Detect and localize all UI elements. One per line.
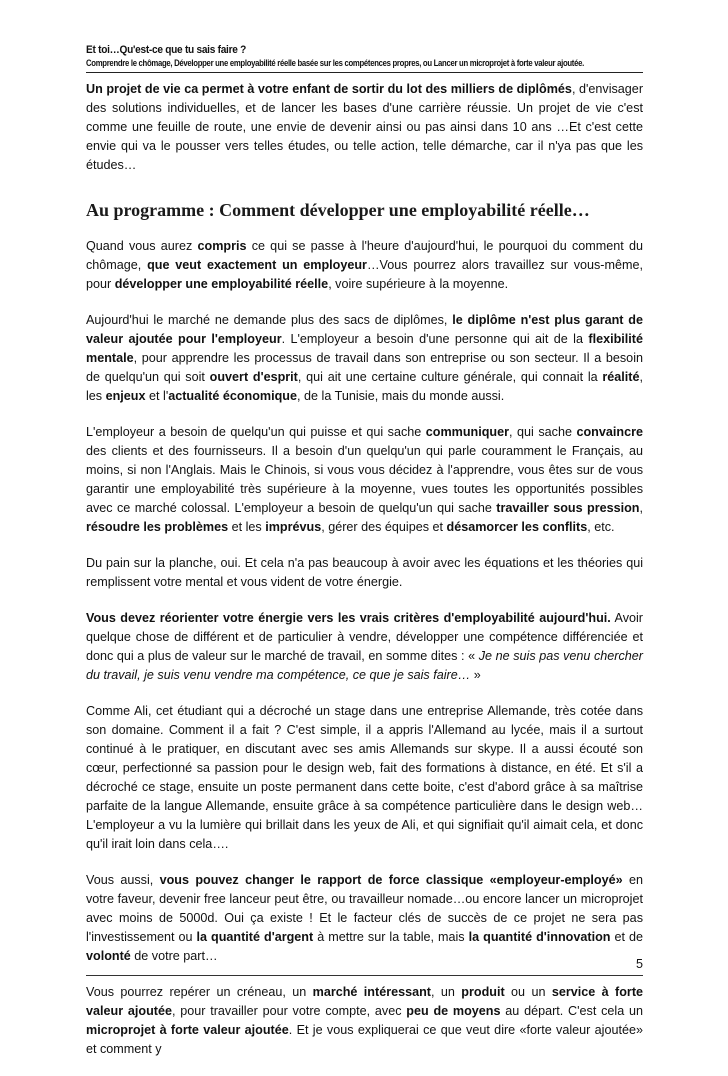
p2-text-m: , de la Tunisie, mais du monde aussi. <box>297 389 505 403</box>
p2-text-g: , qui ait une certaine culture générale, qui connait la <box>297 370 603 384</box>
p3-text-e: des clients et des fournisseurs. Il a besoin d'un quelqu'un qui parle couramment le Français, au moins, si non l'Anglais. Mais le Chinois, si vous vous décidez à l'apprendre, vous êtes sur de vous garantir une employabilité très supérieure à la moyenne, vues toutes les opportunités possibles avec ce marché colossal. L'employeur a besoin de quelqu'un qui sache <box>86 444 643 515</box>
p3-text-k: , gérer des équipes et <box>321 520 447 534</box>
p8-bold-produit: produit <box>461 985 505 999</box>
p8-text-k: . Et je vous expliquerai ce que veut dire «forte valeur ajoutée» et comment y <box>86 1023 643 1056</box>
p3-bold-pression: travailler sous pression <box>496 501 640 515</box>
p3-bold-conflits: désamorcer les conflits <box>446 520 588 534</box>
p7-text-i: de votre part… <box>130 949 218 963</box>
p2-bold-enjeux: enjeux <box>105 389 146 403</box>
p8-bold-service: service à forte valeur ajoutée <box>86 985 644 1018</box>
paragraph-6: Comme Ali, cet étudiant qui a décroché un stage dans une entreprise Allemande, très cotée dans son domaine. Comment il a fait ? C'est simple, il a appris l'Allemand au lycée, mais il a surtout continué à le pratiquer, en discutant avec ses amis Allemands sur skype. Il a aussi écouté son cœur, perfectionné sa passion pour le design web, fait des formations à distance, en été. Et s'il a décroché ce stage, ensuite un poste permanent dans cette boite, c'est d'abord grâce à sa maîtrise parfaite de la langue Allemande, ensuite grâce à sa compétence particulière dans le design web…L'employeur a vu la lumière qui brillait dans les yeux de Ali, et qui signifiait qu'il aimait cela, et donc qu'il irait loin dans cela…. <box>86 704 643 851</box>
header-subtitle: Comprendre le chômage, Développer une employabilité réelle basée sur les compétences propres, ou Lancer un microprojet à forte valeur ajoutée. <box>86 58 584 68</box>
p1-bold-compris: compris <box>197 239 247 253</box>
p1-text-c: ce qui se passe à l'heure d'aujourd'hui, le pourquoi du comment du chômage, <box>86 239 643 272</box>
p7-text-e: à mettre sur la table, mais <box>313 930 469 944</box>
p8-text-i: au départ. C'est cela un <box>500 1004 644 1018</box>
p3-text-i: et les <box>228 520 266 534</box>
paragraph-1 <box>86 237 643 294</box>
paragraph-2 <box>86 311 643 406</box>
paragraph-5 <box>86 609 643 685</box>
p2-text-c: . L'employeur a besoin d'une personne qui ait de la <box>281 332 589 346</box>
footer-divider <box>86 975 643 976</box>
section-heading: Au programme : Comment développer une employabilité réelle… <box>86 200 590 220</box>
p8-text-g: , pour travailler pour votre compte, avec <box>171 1004 407 1018</box>
p2-bold-diplome: le diplôme n'est plus garant de valeur ajoutée pour l'employeur <box>86 313 643 346</box>
paragraph-8 <box>86 983 643 1059</box>
p5-bold-lead: Vous devez réorienter votre énergie vers les vrais critères d'employabilité aujourd'hui. <box>86 611 611 625</box>
paragraph-7 <box>86 871 643 966</box>
p1-text-g: , voire supérieure à la moyenne. <box>328 277 509 291</box>
p8-text-a: Vous pourrez repérer un créneau, un <box>86 985 313 999</box>
p5-italic-quote: Je ne suis pas venu chercher du travail, je suis venu vendre ma compétence, ce que je sais faire… <box>86 649 643 682</box>
p5-text-d: » <box>470 668 481 682</box>
intro-rest: , d'envisager des solutions individuelles, et de lancer les bases d'une carrière réussie. Un projet de vie c'est comme une feuille de route, une envie de devenir ainsi ou pas ainsi dans 10 ans …Et c'est cette envie qui va le pousser vers telles études, ou telle action, telle démarche, car il n'ya pas que les études… <box>86 82 644 172</box>
p2-bold-realite: réalité <box>602 370 640 384</box>
p2-text-a: Aujourd'hui le marché ne demande plus des sacs de diplômes, <box>86 313 453 327</box>
p8-bold-marche: marché intéressant <box>312 985 432 999</box>
p7-bold-rapport: vous pouvez changer le rapport de force classique «employeur-employé» <box>159 873 623 887</box>
p1-text-e: …Vous pourrez alors travaillez sur vous-même, pour <box>86 258 643 291</box>
p7-text-c: en votre faveur, devenir free lanceur peut être, ou travailleur nomade…ou encore lancer un microprojet avec moins de 5000d. Oui ça existe ! Et le facteur clés de succès de ce projet ne sera pas l'investissement ou <box>86 873 643 944</box>
header-divider <box>86 72 643 73</box>
p5-text-b: Avoir quelque chose de différent et de particulier à vendre, développer une compétence différenciée et donc qui a plus de valeur sur le marché de travail, en somme dites : « <box>86 611 643 663</box>
intro-paragraph <box>86 80 643 175</box>
body-text <box>86 80 643 1076</box>
p3-bold-convaincre: convaincre <box>576 425 643 439</box>
p2-text-k: et l' <box>145 389 169 403</box>
p3-bold-communiquer: communiquer <box>425 425 510 439</box>
p7-text-a: Vous aussi, <box>86 873 160 887</box>
p3-text-g: , <box>639 501 643 515</box>
p3-text-c: , qui sache <box>509 425 577 439</box>
p1-bold-employeur: que veut exactement un employeur <box>147 258 367 272</box>
p3-text-m: , etc. <box>587 520 615 534</box>
p2-bold-actualite: actualité économique <box>168 389 298 403</box>
p2-text-e: , pour apprendre les processus de travail dans son entreprise ou son secteur. Il a besoin de quelqu'un qui soit <box>86 351 643 384</box>
p8-bold-microprojet: microprojet à forte valeur ajoutée <box>86 1023 289 1037</box>
p2-bold-flexibilite: flexibilité mentale <box>86 332 643 365</box>
p2-text-i: , les <box>86 370 643 403</box>
p1-text-a: Quand vous aurez <box>86 239 198 253</box>
p3-bold-problemes: résoudre les problèmes <box>86 520 229 534</box>
p8-text-c: , un <box>431 985 462 999</box>
p8-bold-moyens: peu de moyens <box>406 1004 501 1018</box>
p8-text-e: ou un <box>504 985 552 999</box>
p7-bold-innovation: la quantité d'innovation <box>468 930 611 944</box>
p3-text-a: L'employeur a besoin de quelqu'un qui puisse et qui sache <box>86 425 426 439</box>
p7-bold-argent: la quantité d'argent <box>196 930 314 944</box>
paragraph-4: Du pain sur la planche, oui. Et cela n'a pas beaucoup à avoir avec les équations et les théories qui remplissent votre mental et vous vident de votre énergie. <box>86 556 643 589</box>
p2-bold-ouvert: ouvert d'esprit <box>209 370 298 384</box>
p7-bold-volonte: volonté <box>86 949 131 963</box>
p7-text-g: et de <box>610 930 643 944</box>
p1-bold-employabilite: développer une employabilité réelle <box>114 277 329 291</box>
intro-bold-lead: Un projet de vie ca permet à votre enfant de sortir du lot des milliers de diplômés <box>86 82 572 96</box>
page-number: 5 <box>635 957 643 971</box>
header-title: Et toi…Qu'est-ce que tu sais faire ? <box>86 44 247 56</box>
paragraph-3 <box>86 423 643 537</box>
p3-bold-imprevus: imprévus <box>265 520 322 534</box>
